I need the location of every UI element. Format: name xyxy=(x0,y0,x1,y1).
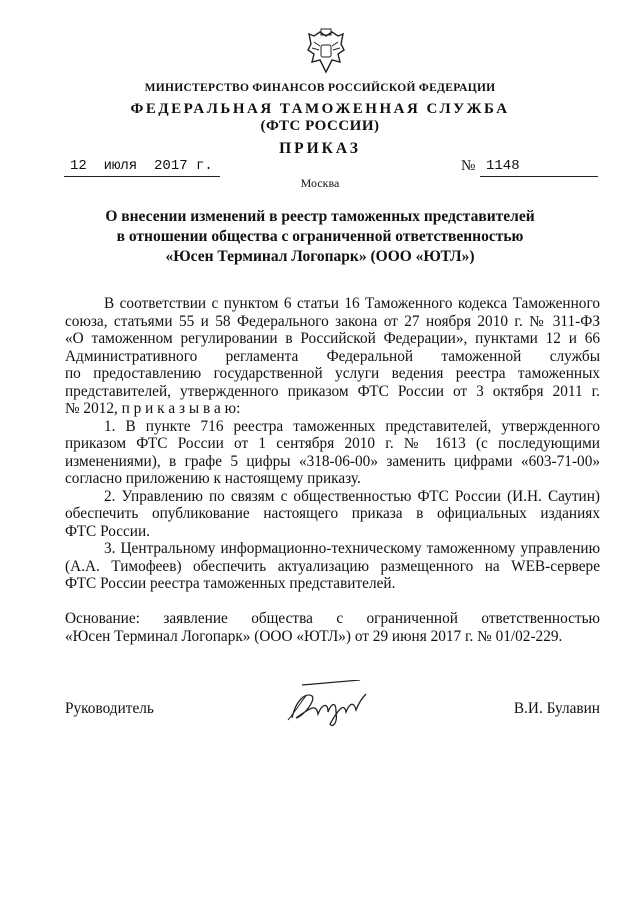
title-line: О внесении изменений в реестр таможенных представителей xyxy=(105,208,535,225)
body-line: 3. Центральному информационно-техническому таможенному управлению xyxy=(104,540,600,557)
order-number: 1148 xyxy=(486,158,520,174)
signatory-position: Руководитель xyxy=(65,700,154,717)
body-line: Административного регламента Федеральной таможенной службы xyxy=(65,347,600,365)
basis-line: Основание: заявление общества с ограниченной ответственностью xyxy=(65,610,600,627)
title-line: «Юсен Терминал Логопарк» (ООО «ЮТЛ») xyxy=(165,248,475,265)
body-line: представителей, утвержденного приказом ФТС России от 3 октября 2011 г. xyxy=(65,382,600,400)
body-line: по предоставлению государственной услуги ведения реестра таможенных xyxy=(65,365,600,382)
body-line: 1. В пункте 716 реестра таможенных представителей, утвержденного xyxy=(104,417,600,435)
body-line: согласно приложению к настоящему приказу. xyxy=(65,470,361,487)
title-line: в отношении общества с ограниченной ответственностью xyxy=(116,228,524,245)
body-line: 2. Управлению по связям с общественностью ФТС России (И.Н. Саутин) xyxy=(104,487,600,505)
handwritten-signature xyxy=(282,680,374,730)
coat-of-arms-emblem xyxy=(306,28,346,76)
body-line: союза, статьями 55 и 58 Федерального закона от 27 ноября 2010 г. № 311-ФЗ xyxy=(65,312,600,330)
ministry-name: МИНИСТЕРСТВО ФИНАНСОВ РОССИЙСКОЙ ФЕДЕРАЦИИ xyxy=(144,82,496,94)
signatory-name: В.И. Булавин xyxy=(513,700,600,717)
body-line: В соответствии с пунктом 6 статьи 16 Таможенного кодекса Таможенного xyxy=(104,295,600,312)
body-line: обеспечить опубликование настоящего приказа в официальных изданиях xyxy=(65,505,600,522)
order-number-label: № xyxy=(461,158,476,174)
body-line: № 2012, п р и к а з ы в а ю: xyxy=(65,400,241,417)
document-type: ПРИКАЗ xyxy=(279,140,361,157)
body-line: «О таможенном регулировании в Российской Федерации», пунктами 12 и 66 xyxy=(65,330,600,347)
body-line: ФТС России реестра таможенных представителей. xyxy=(65,575,396,592)
service-name: ФЕДЕРАЛЬНАЯ ТАМОЖЕННАЯ СЛУЖБА xyxy=(130,101,510,117)
body-line: (А.А. Тимофеев) обеспечить актуализацию размещенного на WEB-сервере xyxy=(65,557,600,575)
basis-line: «Юсен Терминал Логопарк» (ООО «ЮТЛ») от 29 июня 2017 г. № 01/02-229. xyxy=(65,627,563,645)
order-date: 12 июля 2017 г. xyxy=(70,158,213,174)
body-line: изменениями), в графе 5 цифры «318-06-00» заменить цифрами «603-71-00» xyxy=(65,452,600,470)
service-short-name: (ФТС РОССИИ) xyxy=(260,118,380,134)
body-line: приказом ФТС России от 1 сентября 2010 г. № 1613 (с последующими xyxy=(65,435,600,452)
city: Москва xyxy=(300,176,340,190)
body-line: ФТС России. xyxy=(65,522,151,540)
